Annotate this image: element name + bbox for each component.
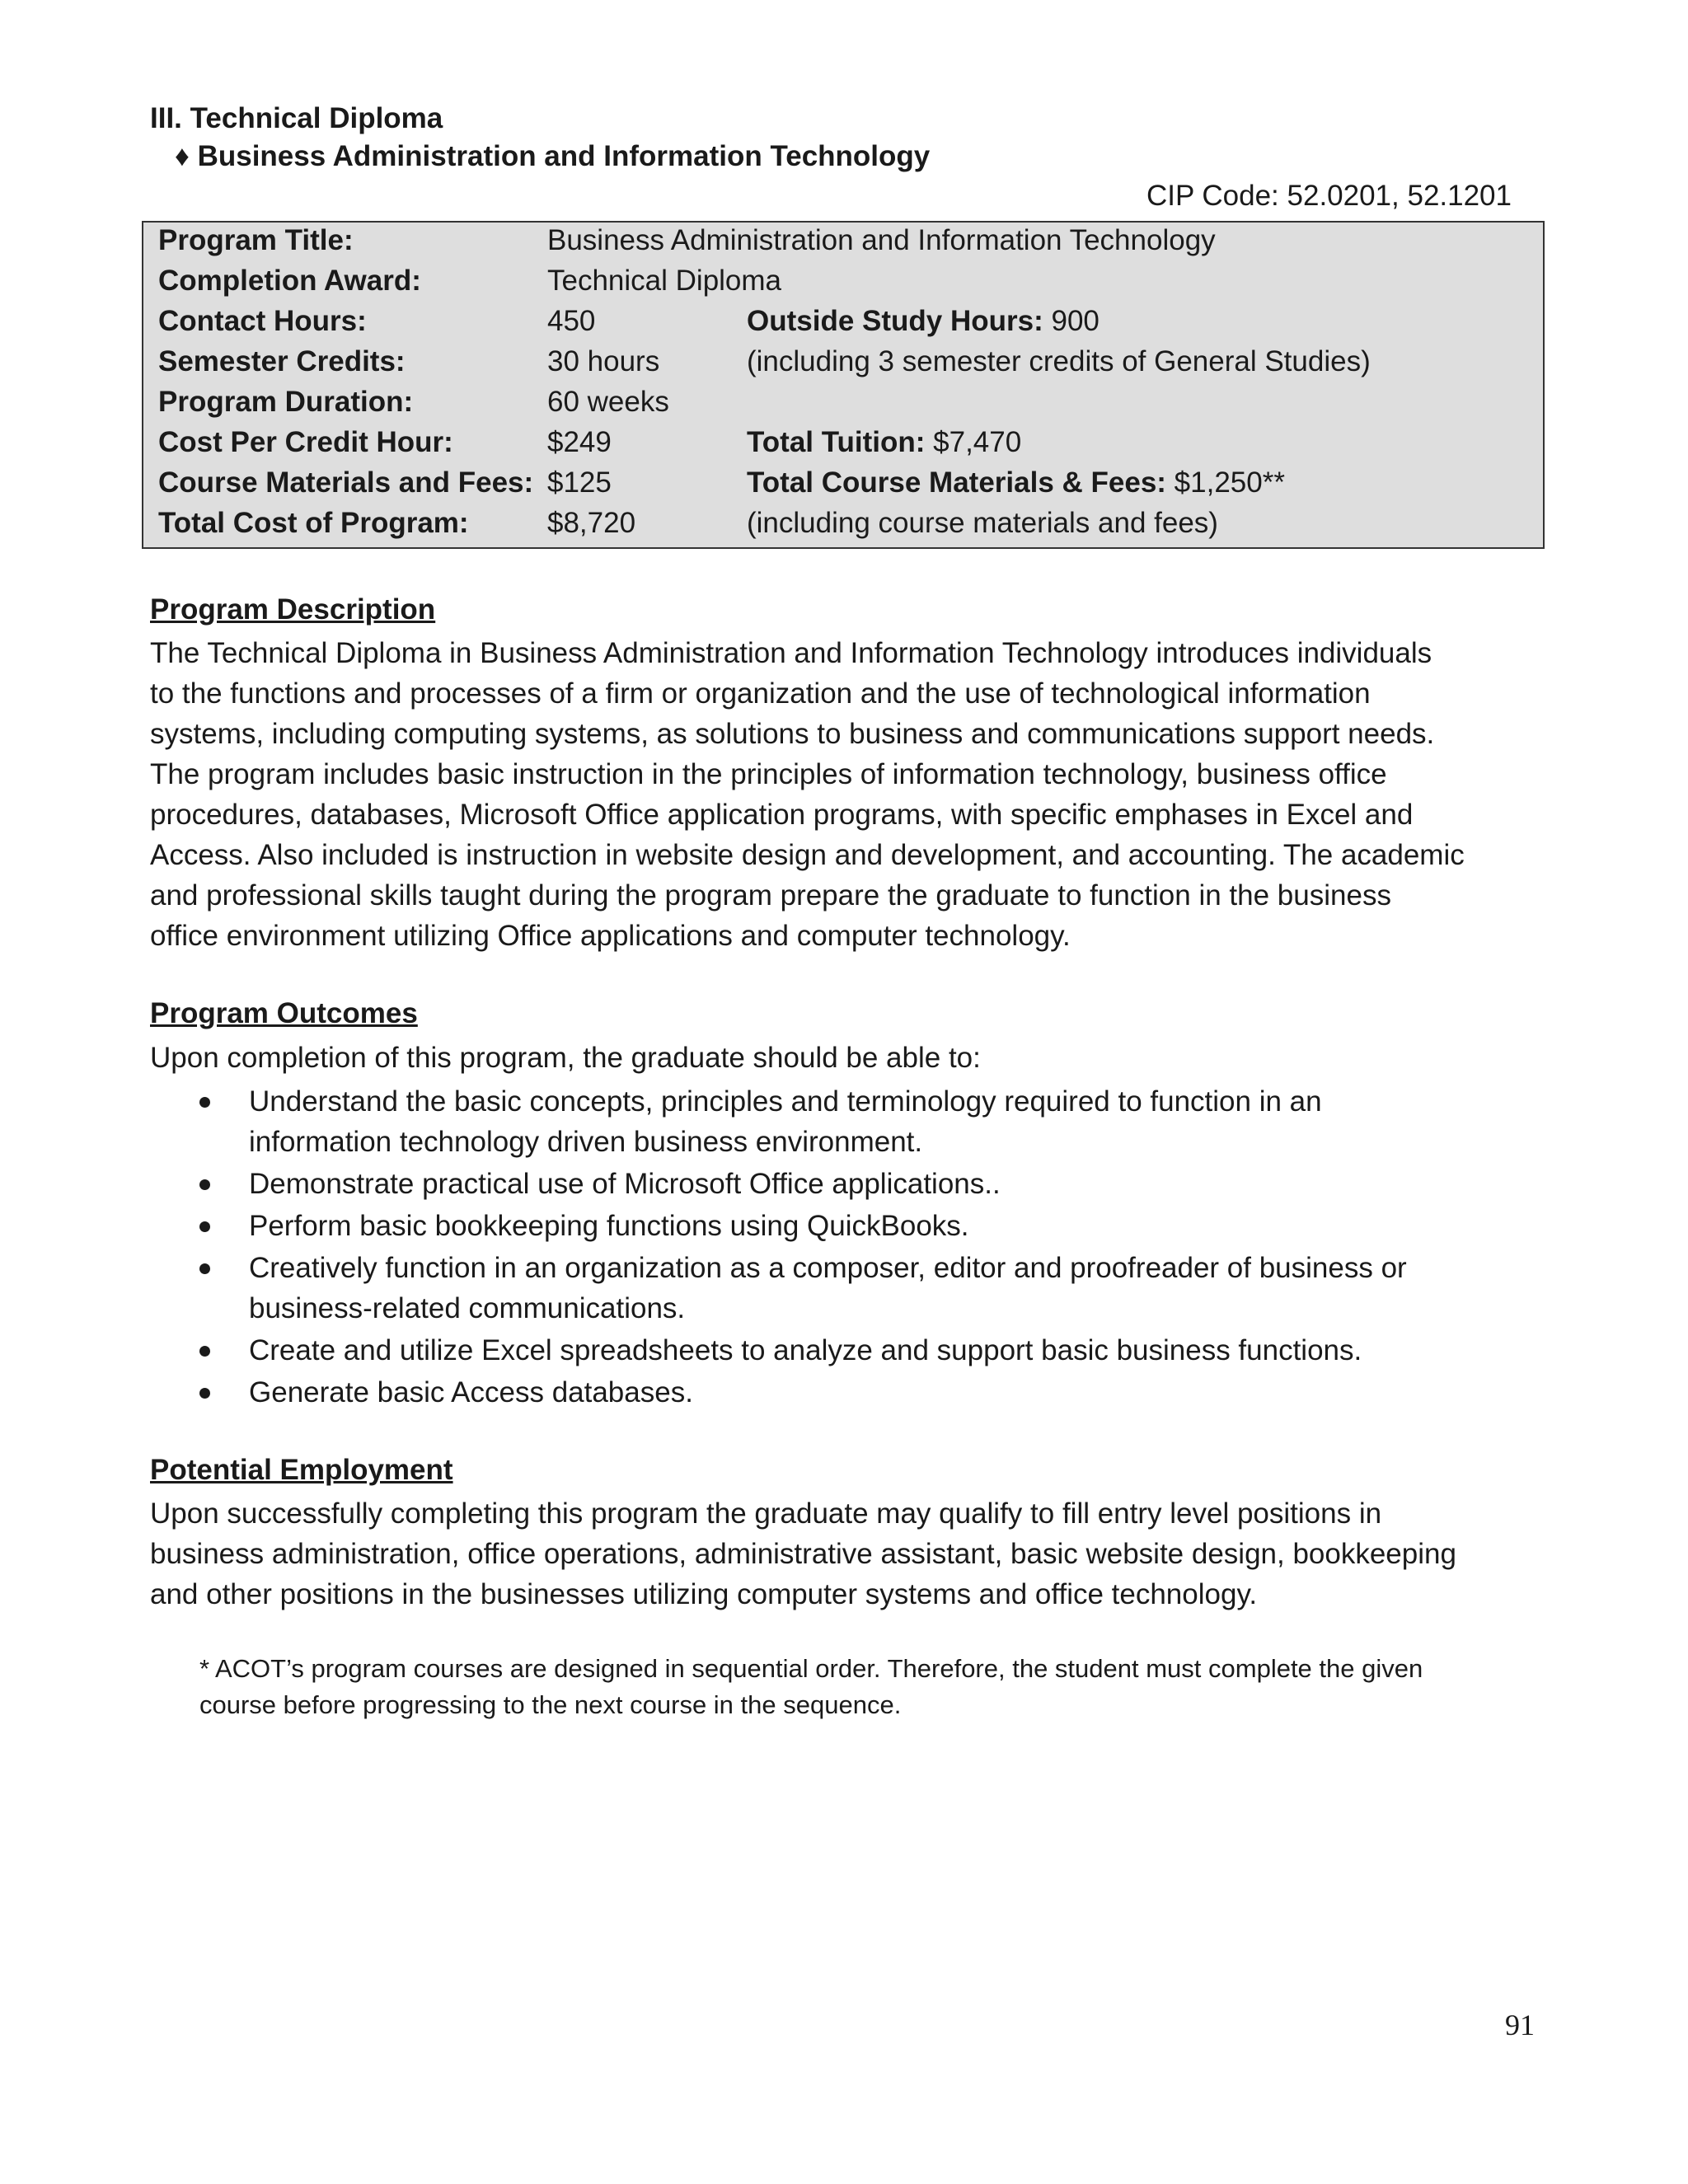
paragraph-line: office environment utilizing Office applications and computer technology. (150, 920, 1071, 952)
paragraph-line: business administration, office operations, administrative assistant, basic website design, bookkeeping (150, 1538, 1456, 1570)
bullet-icon (199, 1221, 210, 1232)
info-extra (747, 345, 1371, 378)
info-row-total-cost (143, 507, 1543, 547)
list-item (150, 1206, 1551, 1246)
footnote-line: course before progressing to the next course in the sequence. (199, 1690, 902, 1719)
section-title: III. Technical Diploma (150, 102, 443, 134)
info-row-program-duration (143, 386, 1543, 426)
paragraph-line: Access. Also included is instruction in website design and development, and accounting. The academic (150, 839, 1465, 871)
info-row-program-title (143, 224, 1543, 265)
paragraph-line: to the functions and processes of a firm or organization and the use of technological information (150, 677, 1371, 710)
list-item-line: Demonstrate practical use of Microsoft Office applications.. (249, 1168, 1001, 1200)
list-item-line: business-related communications. (249, 1292, 686, 1324)
potential-employment-heading: Potential Employment (150, 1454, 453, 1486)
info-label: Contact Hours: (158, 305, 367, 337)
paragraph-line: The program includes basic instruction in the principles of information technology, business office (150, 758, 1387, 790)
info-value: $249 (547, 426, 612, 458)
info-row-completion-award (143, 265, 1543, 305)
list-item-line: information technology driven business environment. (249, 1126, 923, 1158)
paragraph-line: and other positions in the businesses utilizing computer systems and office technology. (150, 1578, 1258, 1610)
list-item-line: Understand the basic concepts, principles and terminology required to function in an (249, 1085, 1322, 1118)
footnote-line: * ACOT’s program courses are designed in sequential order. Therefore, the student must complete the given (199, 1654, 1423, 1683)
info-value: $125 (547, 466, 612, 499)
list-item-line: Create and utilize Excel spreadsheets to analyze and support basic business functions. (249, 1334, 1362, 1366)
info-label: Course Materials and Fees: (158, 466, 534, 499)
page-number: 91 (1505, 2008, 1535, 2041)
paragraph-line: procedures, databases, Microsoft Office application programs, with specific emphases in Excel and (150, 799, 1414, 831)
info-value: Business Administration and Information Technology (547, 224, 1216, 256)
info-extra-value: $7,470 (925, 426, 1022, 458)
paragraph-line: Upon successfully completing this program the graduate may qualify to fill entry level positions in (150, 1497, 1382, 1530)
info-extra (747, 305, 1100, 338)
list-item (150, 1330, 1551, 1371)
program-subtitle: ♦ Business Administration and Information Technology (175, 140, 931, 172)
info-value: 60 weeks (547, 386, 669, 418)
info-extra-label: Outside Study Hours: (747, 305, 1043, 337)
info-value: 30 hours (547, 345, 660, 377)
info-extra-value: $1,250** (1165, 466, 1285, 499)
info-row-contact-hours (143, 305, 1543, 345)
info-value: 450 (547, 305, 596, 337)
info-extra-value: (including course materials and fees) (747, 507, 1218, 539)
list-item (150, 1164, 1551, 1204)
program-info-table (142, 221, 1545, 549)
info-extra (747, 507, 1218, 540)
info-row-semester-credits (143, 345, 1543, 386)
list-item-line: Creatively function in an organization as a composer, editor and proofreader of business or (249, 1252, 1407, 1284)
info-extra-value: 900 (1043, 305, 1100, 337)
info-value: Technical Diploma (547, 265, 782, 297)
info-row-cost-per-credit (143, 426, 1543, 466)
info-label: Semester Credits: (158, 345, 406, 377)
list-item-line: Perform basic bookkeeping functions using QuickBooks. (249, 1210, 969, 1242)
bullet-icon (199, 1097, 210, 1108)
info-extra (747, 466, 1285, 499)
program-description-text (150, 633, 1551, 956)
paragraph-line: The Technical Diploma in Business Administration and Information Technology introduces individuals (150, 637, 1432, 669)
bullet-icon (199, 1179, 210, 1190)
info-extra-label: Total Course Materials & Fees: (747, 466, 1166, 499)
info-label: Program Duration: (158, 386, 414, 418)
bullet-icon (199, 1388, 210, 1399)
paragraph-line: and professional skills taught during the program prepare the graduate to function in the business (150, 879, 1391, 912)
list-item (150, 1248, 1551, 1329)
info-label: Cost Per Credit Hour: (158, 426, 453, 458)
program-outcomes-intro: Upon completion of this program, the graduate should be able to: (150, 1042, 981, 1074)
info-extra (747, 426, 1021, 459)
info-extra-label: Total Tuition: (747, 426, 926, 458)
outcomes-list (150, 1081, 1551, 1414)
paragraph-line: systems, including computing systems, as solutions to business and communications support needs. (150, 718, 1435, 750)
info-value: $8,720 (547, 507, 636, 539)
potential-employment-text (150, 1493, 1551, 1615)
info-label: Total Cost of Program: (158, 507, 469, 539)
sequence-footnote (199, 1651, 1551, 1723)
bullet-icon (199, 1346, 210, 1357)
list-item (150, 1081, 1551, 1162)
info-label: Completion Award: (158, 265, 421, 297)
bullet-icon (199, 1263, 210, 1274)
list-item-line: Generate basic Access databases. (249, 1376, 693, 1408)
info-row-course-materials (143, 466, 1543, 507)
program-description-heading: Program Description (150, 593, 436, 626)
cip-code: CIP Code: 52.0201, 52.1201 (1146, 180, 1512, 212)
info-extra-value: (including 3 semester credits of General Studies) (747, 345, 1371, 377)
info-label: Program Title: (158, 224, 354, 256)
program-outcomes-heading: Program Outcomes (150, 997, 418, 1029)
list-item (150, 1372, 1551, 1413)
